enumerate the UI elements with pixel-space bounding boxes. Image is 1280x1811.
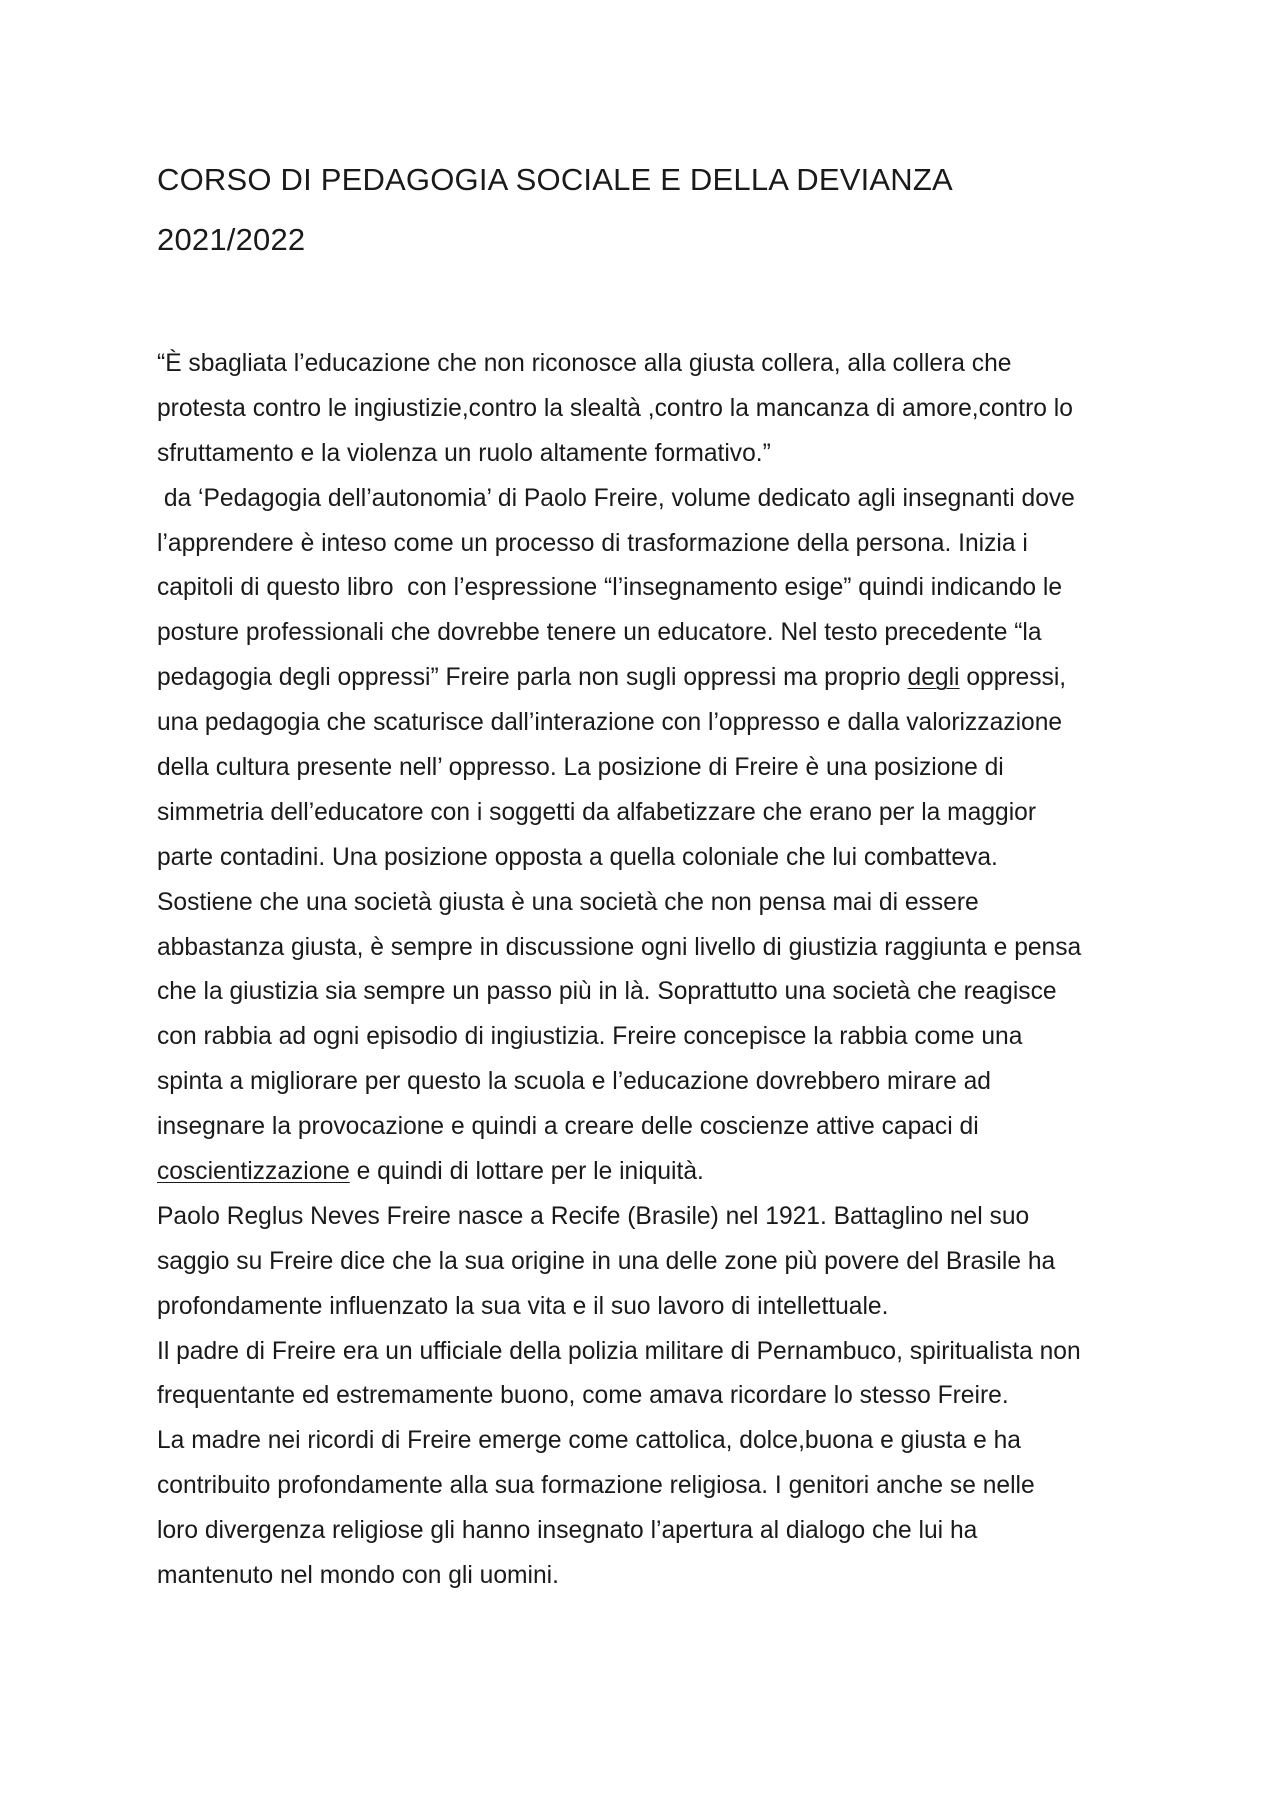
text-line [157,701,1157,746]
document-body [157,342,1157,1599]
text-segment: e quindi di lottare per le iniquità. [349,1158,704,1186]
text-line [157,1195,1157,1240]
text-segment: l’apprendere è inteso come un processo di trasformazione della persona. Inizia i [157,529,1028,557]
text-segment: insegnare la provocazione e quindi a creare delle coscienze attive capaci di [157,1113,979,1141]
text-line [157,970,1157,1015]
text-line [157,836,1157,881]
text-line [157,477,1157,522]
text-line [157,1554,1157,1599]
text-line [157,566,1157,611]
text-line [157,387,1157,432]
title-line: 2021/2022 [157,222,306,257]
text-segment: profondamente influenzato la sua vita e il suo lavoro di intellettuale. [157,1292,889,1320]
title-line: CORSO DI PEDAGOGIA SOCIALE E DELLA DEVIANZA [157,162,953,197]
text-segment: Paolo Reglus Neves Freire nasce a Recife (Brasile) nel 1921. Battaglino nel suo [157,1202,1030,1230]
underlined-word: degli [907,664,960,692]
text-segment: posture professionali che dovrebbe tenere un educatore. Nel testo precedente “la [157,619,1042,647]
text-segment: saggio su Freire dice che la sua origine in una delle zone più povere del Brasile ha [157,1247,1056,1275]
text-segment: con rabbia ad ogni episodio di ingiustizia. Freire concepisce la rabbia come una [157,1023,1023,1051]
text-line [157,1464,1157,1509]
text-line [157,656,1157,701]
text-segment: capitoli di questo libro con l’espressione “l’insegnamento esige” quindi indicando le [157,574,1063,602]
text-line [157,432,1157,477]
text-line [157,342,1157,387]
text-segment: della cultura presente nell’ oppresso. La posizione di Freire è una posizione di [157,754,1004,782]
text-segment: che la giustizia sia sempre un passo più in là. Soprattutto una società che reagisce [157,978,1057,1006]
text-line [157,1060,1157,1105]
text-segment: sfruttamento e la violenza un ruolo altamente formativo.” [157,439,771,467]
text-segment: pedagogia degli oppressi” Freire parla non sugli oppressi ma proprio [157,664,908,692]
text-line [157,881,1157,926]
text-line [157,926,1157,971]
text-segment: loro divergenza religiose gli hanno insegnato l’apertura al dialogo che lui ha [157,1517,978,1545]
text-segment: una pedagogia che scaturisce dall’interazione con l’oppresso e dalla valorizzazione [157,709,1063,737]
text-line [157,1240,1157,1285]
text-line [157,1015,1157,1060]
text-segment: Il padre di Freire era un ufficiale della polizia militare di Pernambuco, spiritualista non [157,1337,1081,1365]
text-segment: Sostiene che una società giusta è una società che non pensa mai di essere [157,888,979,916]
underlined-word: coscientizzazione [157,1158,350,1186]
text-segment: da ‘Pedagogia dell’autonomia’ di Paolo Freire, volume dedicato agli insegnanti dove [157,484,1075,512]
text-line [157,1285,1157,1330]
text-line [157,791,1157,836]
text-segment: frequentante ed estremamente buono, come amava ricordare lo stesso Freire. [157,1382,1009,1410]
text-line [157,611,1157,656]
text-line [157,1509,1157,1554]
text-segment: “È sbagliata l’educazione che non riconosce alla giusta collera, alla collera che [157,350,1012,377]
text-segment: protesta contro le ingiustizie,contro la slealtà ,contro la mancanza di amore,contro lo [157,394,1073,422]
text-line [157,1419,1157,1464]
text-line [157,1374,1157,1419]
text-segment: oppressi, [959,664,1067,692]
text-line [157,1330,1157,1375]
text-line [157,1150,1157,1195]
text-line [157,746,1157,791]
text-segment: La madre nei ricordi di Freire emerge come cattolica, dolce,buona e giusta e ha [157,1427,1021,1455]
text-segment: spinta a migliorare per questo la scuola e l’educazione dovrebbero mirare ad [157,1068,991,1096]
text-segment: parte contadini. Una posizione opposta a quella coloniale che lui combatteva. [157,843,998,871]
text-segment: simmetria dell’educatore con i soggetti da alfabetizzare che erano per la maggior [157,798,1037,826]
text-line [157,522,1157,567]
document-title [157,150,953,270]
text-segment: abbastanza giusta, è sempre in discussione ogni livello di giustizia raggiunta e pensa [157,933,1082,961]
text-segment: contribuito profondamente alla sua formazione religiosa. I genitori anche se nelle [157,1472,1035,1500]
text-segment: mantenuto nel mondo con gli uomini. [157,1562,559,1590]
text-line [157,1105,1157,1150]
